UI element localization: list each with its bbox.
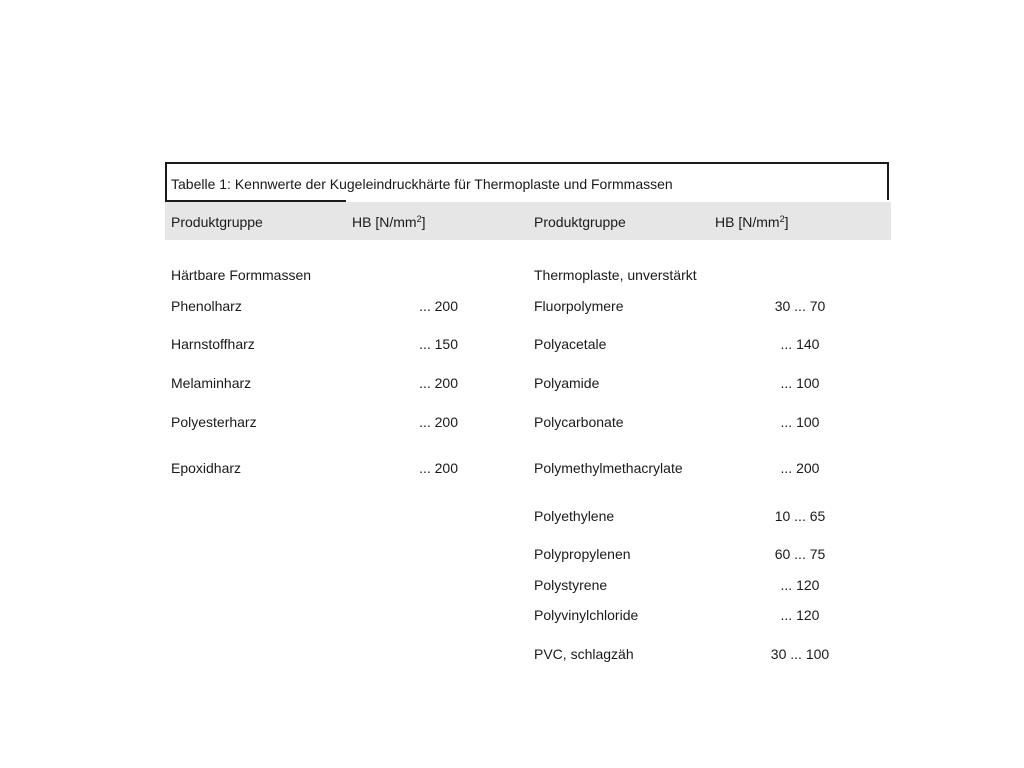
right-row-name: Fluorpolymere — [534, 298, 624, 314]
group-heading-haertbare-formmassen: Härtbare Formmassen — [171, 267, 312, 283]
left-row-name: Epoxidharz — [171, 460, 242, 476]
right-row-value: 30 ... 70 — [774, 298, 826, 314]
right-row-name: Polypropylenen — [534, 546, 631, 562]
right-row-value: ... 200 — [780, 460, 820, 476]
right-row-value: ... 100 — [780, 375, 820, 391]
group-heading-thermoplaste: Thermoplaste, unverstärkt — [534, 267, 697, 283]
right-row-name: Polyethylene — [534, 508, 615, 524]
left-row-name: Melaminharz — [171, 375, 252, 391]
right-row-name: Polymethylmethacrylate — [534, 460, 683, 476]
right-row-value: ... 140 — [780, 336, 820, 352]
left-row-name: Harnstoffharz — [171, 336, 255, 352]
right-row-value: ... 120 — [780, 607, 820, 623]
right-row-value: ... 120 — [780, 577, 820, 593]
right-row-name: Polyamide — [534, 375, 600, 391]
header-hb-right: HB $[N/mm^2]$ — [715, 214, 789, 230]
right-row-name: Polystyrene — [534, 577, 608, 593]
right-row-name: PVC, schlagzäh — [534, 646, 634, 662]
right-row-value: 60 ... 75 — [774, 546, 826, 562]
header-produktgruppe-right: Produktgruppe — [534, 214, 626, 230]
right-row-name: Polyacetale — [534, 336, 607, 352]
right-row-value: 30 ... 100 — [770, 646, 830, 662]
left-row-name: Polyesterharz — [171, 414, 257, 430]
left-row-value: ... 200 — [419, 375, 458, 391]
right-row-value: ... 100 — [780, 414, 820, 430]
left-row-value: ... 200 — [419, 460, 458, 476]
header-hb-left: HB $[N/mm^2]$ — [352, 214, 426, 230]
right-row-name: Polycarbonate — [534, 414, 624, 430]
table-title: Tabelle 1: Kennwerte der Kugeleindruckhärte für Thermoplaste und Formmassen — [171, 176, 673, 192]
right-row-value: 10 ... 65 — [774, 508, 826, 524]
left-row-value: ... 200 — [419, 414, 458, 430]
header-produktgruppe-left: Produktgruppe — [171, 214, 263, 230]
left-row-value: ... 200 — [419, 298, 458, 314]
left-row-name: Phenolharz — [171, 298, 242, 314]
left-row-value: ... 150 — [419, 336, 458, 352]
right-row-name: Polyvinylchloride — [534, 607, 639, 623]
